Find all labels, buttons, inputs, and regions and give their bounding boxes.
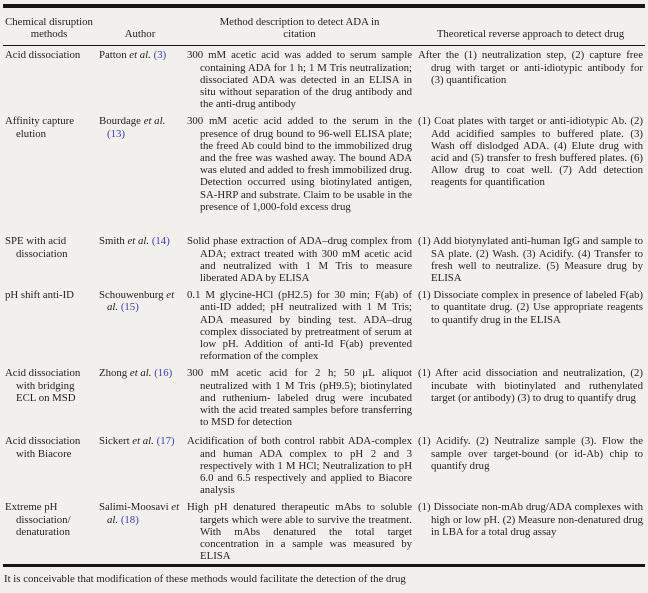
method-description-cell: Acidification of both control rabbit ADA-complex and human ADA complex to pH 2 and 3 respectively with 1 M HCl; Neutralization to pH 6.0 and 6.5 respectively and applied to Biacore analysis xyxy=(187,435,412,497)
et-al-label: et al. xyxy=(107,289,175,314)
table-row xyxy=(3,364,645,432)
author-cell xyxy=(99,115,181,139)
method-name-cell: Acid dissociation xyxy=(5,49,81,62)
method-name-cell: Acid dissociation with bridging ECL on MSD xyxy=(5,367,81,404)
reverse-approach-cell: (1) After acid dissociation and neutralization, (2) incubate with biotinylated and ruthenylated target (or antibody) (3) to drug to quantify drug xyxy=(418,367,643,404)
et-al-label: et al. xyxy=(129,49,151,62)
method-description-cell: 300 mM acetic acid added to the serum in the presence of drug bound to 96-well ELISA plate; the freed Ab could bind to the immobilized drug and the free was washed away. The bound ADA was eluted and added to fresh immobilized drug. Detection occurred using biotinylated antigen, SA-HRP and substrate. Claim to be usable in the presence of 1,000-fold excess drug xyxy=(187,115,412,213)
reverse-approach-cell: (1) Add biotynylated anti-human IgG and sample to SA plate. (2) Wash. (3) Acidify. (4) Transfer to fresh well to neutralize. (5) Measure drug by ELISA xyxy=(418,235,643,285)
citation-link[interactable]: (16) xyxy=(154,367,173,380)
author-cell xyxy=(99,289,181,313)
reverse-approach-cell: (1) Coat plates with target or anti-idiotypic Ab. (2) Add acidified samples to buffered plate. (3) Wash off dislodged ADA. (4) Elute drug with acid and (5) transfer to fresh buffered plates. (6) Allow drug to coat well. (7) Add detection reagents for quantification xyxy=(418,115,643,189)
citation-link[interactable]: (13) xyxy=(107,127,125,140)
author-cell xyxy=(99,501,181,525)
citation-link[interactable]: (3) xyxy=(153,49,167,62)
reverse-approach-cell: After the (1) neutralization step, (2) capture free drug with target or anti-idiotypic antibody for (3) quantification xyxy=(418,49,643,86)
method-name-cell: Affinity capture elution xyxy=(5,115,75,140)
method-name-cell: Extreme pH dissociation/ denaturation xyxy=(5,501,71,538)
reverse-approach-cell: (1) Acidify. (2) Neutralize sample (3). Flow the sample over target-bound (or id-Ab) chip to quantify drug xyxy=(418,435,643,472)
citation-link[interactable]: (18) xyxy=(120,513,139,526)
method-description-cell: High pH denatured therapeutic mAbs to soluble targets which were able to survive the treatment. With mAbs denatured the total target concentration in a sample was measured by ELISA xyxy=(187,501,412,563)
et-al-label: et al. xyxy=(129,367,152,380)
method-description-cell: 300 mM acetic acid for 2 h; 50 μL aliquot neutralized with 1 M Tris (pH9.5); biotinylated and ruthenium- labeled drug were incubated with the acid treated samples before transferring to MSD for detection xyxy=(187,367,412,429)
table-row xyxy=(3,432,645,498)
table-row xyxy=(3,498,645,564)
method-description-cell: 0.1 M glycine-HCl (pH2.5) for 30 min; F(ab) of anti-ID added; pH neutralized with 1 M Tris; ADA measured by binding test. ADA–drug complex dissociated by pretreatment of serum at low pH. Addition of anti-Id F(ab) prevented reformation of the complex xyxy=(187,289,412,363)
citation-link[interactable]: (14) xyxy=(151,235,170,248)
table-row xyxy=(3,112,645,232)
author-name: Bourdage xyxy=(99,115,141,128)
header-author xyxy=(99,28,181,40)
method-name-cell: SPE with acid dissociation xyxy=(5,235,68,260)
method-name-cell: Acid dissociation with Biacore xyxy=(5,435,81,460)
reverse-approach-cell: (1) Dissociate non-mAb drug/ADA complexes with high or low pH. (2) Measure non-denatured drug in LBA for a total drug assay xyxy=(418,501,643,538)
header-theoretical-reverse-approach xyxy=(418,28,643,40)
author-name: Sickert xyxy=(99,435,130,448)
citation-link[interactable]: (15) xyxy=(120,301,139,314)
citation-link[interactable]: (17) xyxy=(156,435,175,448)
table-body xyxy=(3,46,645,564)
author-name: Salimi-Moosavi xyxy=(99,501,169,514)
table-bottom-rule xyxy=(3,564,645,567)
table-row xyxy=(3,232,645,286)
author-cell xyxy=(99,49,181,61)
header-chemical-disruption-methods xyxy=(5,16,93,40)
et-al-label: et al. xyxy=(127,235,150,248)
method-description-cell: 300 mM acetic acid was added to serum sample containing ADA for 1 h; 1 M Tris neutralization; dissociated ADA was detected in an ELISA in situ without separation of the drug antibody and the anti-drug antibody xyxy=(187,49,412,111)
table-row xyxy=(3,46,645,112)
author-name: Zhong xyxy=(99,367,128,380)
header-label: Chemical disruption methods xyxy=(5,16,93,41)
author-cell xyxy=(99,235,181,247)
author-name: Smith xyxy=(99,235,125,248)
header-label: Theoretical reverse approach to detect drug xyxy=(436,28,625,41)
reverse-approach-cell: (1) Dissociate complex in presence of labeled F(ab) to quantitate drug. (2) Use appropriate reagents to quantify drug in the ELISA xyxy=(418,289,643,326)
method-description-cell: Solid phase extraction of ADA–drug complex from ADA; extract treated with 300 mM acetic acid and neutralized with 1 M Tris to measure liberated ADA by ELISA xyxy=(187,235,412,285)
header-label: Method description to detect ADA in citation xyxy=(219,16,380,41)
method-name-cell: pH shift anti-ID xyxy=(5,289,74,302)
table-row xyxy=(3,286,645,364)
table-footnote: It is conceivable that modification of these methods would facilitate the detection of the drug xyxy=(4,573,406,586)
author-cell xyxy=(99,367,181,379)
header-method-description xyxy=(187,16,412,40)
table-header-row xyxy=(3,8,645,45)
author-name: Schouwenburg xyxy=(99,289,164,302)
et-al-label: et al. xyxy=(143,115,166,128)
et-al-label: et al. xyxy=(107,501,180,526)
author-name: Patton xyxy=(99,49,127,62)
author-cell xyxy=(99,435,181,447)
header-label: Author xyxy=(124,28,156,41)
et-al-label: et al. xyxy=(132,435,154,448)
